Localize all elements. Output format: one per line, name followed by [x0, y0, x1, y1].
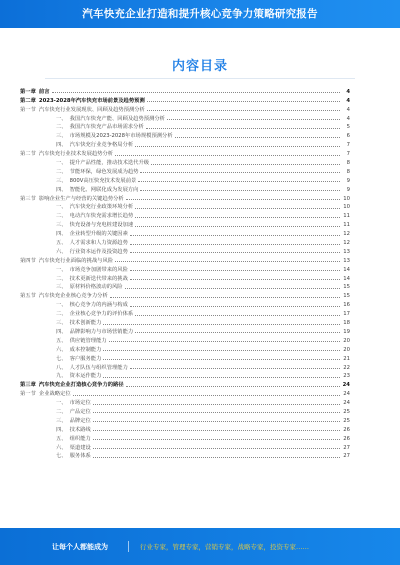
toc-entry-label: 企业核心竞争力的评价体系: [69, 311, 134, 318]
toc-entry-row[interactable]: [20, 397, 350, 406]
toc-entry-label: 企业转型升级的关键因素: [69, 231, 128, 238]
toc-dot-leader: [93, 412, 340, 413]
toc-dot-leader: [130, 279, 340, 280]
toc-entry-row[interactable]: [20, 290, 350, 299]
toc-entry-label: 汽车快充行业面临的挑战与风险: [38, 257, 114, 264]
report-title: 汽车快充企业打造和提升核心竞争力策略研究报告: [82, 8, 318, 20]
toc-dot-leader: [130, 244, 340, 245]
toc-entry-label: 核心竞争力的内涵与构成: [69, 302, 128, 309]
toc-entry-label: 企业战略定位: [38, 391, 71, 398]
toc-entry-number: 七、: [56, 453, 67, 460]
toc-dot-leader: [125, 288, 340, 289]
toc-dot-leader: [130, 306, 340, 307]
toc-entry-number: 第三章: [20, 382, 36, 389]
toc-page-number: 24: [343, 391, 350, 398]
toc-dot-leader: [52, 92, 340, 93]
toc-dot-leader: [115, 261, 340, 262]
toc-entry-number: 二、: [56, 168, 67, 175]
toc-entry-label: 汽车快充行业发展现状、回顾及趋势预测分析: [38, 106, 145, 113]
toc-page-number: 10: [343, 204, 350, 211]
toc-entry-row[interactable]: [20, 202, 350, 211]
toc-entry-row[interactable]: [20, 335, 350, 344]
toc-dot-leader: [151, 164, 340, 165]
toc-page-number: 9: [346, 186, 350, 193]
toc-page-number: 8: [346, 160, 350, 167]
report-header: [0, 0, 400, 28]
toc-entry-row[interactable]: [20, 193, 350, 202]
toc-entry-label: 提升产品性能，推动技术迭代升级: [69, 160, 150, 167]
toc-page-number: 27: [343, 444, 350, 451]
toc-dot-leader: [140, 172, 340, 173]
toc-entry-row[interactable]: [20, 264, 350, 273]
title-divider: [45, 78, 355, 79]
toc-page-number: 4: [346, 115, 350, 122]
toc-entry-number: 第二节: [20, 151, 36, 158]
toc-entry-number: 一、: [56, 302, 67, 309]
toc-page-number: 24: [343, 400, 350, 407]
toc-dot-leader: [147, 101, 340, 102]
table-of-contents: [20, 86, 350, 459]
toc-entry-label: 我国汽车快充产能、回顾及趋势预测分析: [69, 115, 165, 122]
toc-page-number: 12: [343, 231, 350, 238]
toc-entry-label: 人才需求和人力资源趋势: [69, 240, 128, 247]
toc-page-number: 17: [343, 311, 350, 318]
toc-entry-label: 产品定位: [69, 408, 91, 415]
toc-entry-number: 第二章: [20, 97, 36, 104]
toc-dot-leader: [135, 315, 340, 316]
toc-entry-row[interactable]: [20, 237, 350, 246]
toc-entry-number: 第一章: [20, 88, 36, 95]
toc-entry-label: 影响企业生产与经营的关键趋势分析: [38, 195, 124, 202]
toc-dot-leader: [140, 190, 340, 191]
toc-entry-number: 第三节: [20, 195, 36, 202]
toc-entry-label: 技术路线: [69, 426, 91, 433]
toc-entry-label: 汽车快充企业核心竞争力分析: [38, 293, 108, 300]
toc-page-number: 7: [346, 151, 350, 158]
toc-page-number: 12: [343, 240, 350, 247]
toc-dot-leader: [126, 199, 340, 200]
toc-entry-label: 技术更新迭代带来的挑战: [69, 275, 128, 282]
toc-entry-label: 市场规模及2023-2028年市场规模预测分析: [69, 133, 173, 140]
toc-entry-row[interactable]: [20, 344, 350, 353]
toc-entry-row[interactable]: [20, 388, 350, 397]
toc-dot-leader: [167, 119, 340, 120]
toc-entry-label: 汽车快充行业政策环境分析: [69, 204, 134, 211]
toc-entry-row[interactable]: [20, 353, 350, 362]
toc-dot-leader: [110, 297, 340, 298]
toc-entry-number: 五、: [56, 337, 67, 344]
toc-entry-number: 二、: [56, 124, 67, 131]
toc-entry-number: 八、: [56, 364, 67, 371]
toc-entry-row[interactable]: [20, 299, 350, 308]
toc-dot-leader: [146, 128, 340, 129]
toc-chapter-row[interactable]: [20, 379, 350, 388]
footer-slogan: 行业专家，管理专家，营销专家，战略专家，投资专家……: [140, 543, 309, 551]
toc-entry-row[interactable]: [20, 362, 350, 371]
toc-entry-label: 汽车快充行业技术发展趋势分析: [38, 151, 114, 158]
toc-dot-leader: [93, 430, 340, 431]
toc-entry-label: 品牌定位: [69, 417, 91, 424]
toc-entry-row[interactable]: [20, 104, 350, 113]
toc-entry-row[interactable]: [20, 175, 350, 184]
toc-dot-leader: [109, 341, 340, 342]
toc-entry-label: 节能环保，绿色发展成为趋势: [69, 168, 139, 175]
toc-dot-leader: [135, 332, 340, 333]
toc-dot-leader: [130, 252, 340, 253]
toc-entry-row[interactable]: [20, 433, 350, 442]
toc-entry-number: 六、: [56, 248, 67, 255]
toc-page-number: 18: [343, 320, 350, 327]
toc-page-number: 23: [343, 373, 350, 380]
toc-page-number: 16: [343, 302, 350, 309]
toc-entry-number: 二、: [56, 275, 67, 282]
toc-entry-number: 一、: [56, 204, 67, 211]
toc-entry-number: 五、: [56, 435, 67, 442]
toc-page-number: 15: [343, 284, 350, 291]
toc-page-number: 25: [343, 417, 350, 424]
toc-dot-leader: [93, 421, 340, 422]
toc-dot-leader: [103, 377, 340, 378]
toc-entry-number: 六、: [56, 444, 67, 451]
toc-page-number: 15: [343, 293, 350, 300]
toc-entry-label: 我国汽车快充产品市场需求分析: [69, 124, 144, 131]
toc-entry-row[interactable]: [20, 451, 350, 460]
toc-entry-row[interactable]: [20, 308, 350, 317]
toc-entry-label: 人才队伍与组织管理能力: [69, 364, 128, 371]
toc-dot-leader: [93, 448, 340, 449]
toc-page-number: 26: [343, 435, 350, 442]
toc-entry-label: 原材料价格波动的风险: [69, 284, 123, 291]
toc-page-number: 24: [342, 382, 350, 389]
toc-page-number: 26: [343, 426, 350, 433]
toc-entry-number: 六、: [56, 346, 67, 353]
toc-entry-label: 前言: [38, 88, 50, 95]
toc-entry-label: 品牌影响力与市场营销能力: [69, 328, 134, 335]
toc-dot-leader: [130, 368, 340, 369]
toc-entry-label: 行业资本运作及投资趋势: [69, 248, 128, 255]
toc-entry-number: 第一节: [20, 106, 36, 113]
toc-entry-row[interactable]: [20, 273, 350, 282]
toc-entry-label: 服务体系: [69, 453, 91, 460]
toc-dot-leader: [130, 235, 340, 236]
toc-entry-number: 三、: [56, 222, 67, 229]
toc-entry-label: 800V高压快充技术发展前景: [69, 177, 137, 184]
toc-entry-number: 一、: [56, 160, 67, 167]
toc-chapter-row[interactable]: [20, 95, 350, 104]
toc-dot-leader: [147, 110, 340, 111]
toc-entry-row[interactable]: [20, 148, 350, 157]
toc-page-number: 9: [346, 177, 350, 184]
toc-entry-row[interactable]: [20, 326, 350, 335]
toc-entry-label: 客户服务能力: [69, 355, 102, 362]
toc-entry-row[interactable]: [20, 139, 350, 148]
toc-dot-leader: [103, 324, 340, 325]
toc-page-number: 27: [343, 453, 350, 460]
toc-entry-label: 电动汽车快充需求增长趋势: [69, 213, 134, 220]
toc-page-number: 4: [346, 88, 350, 95]
toc-dot-leader: [93, 404, 340, 405]
toc-entry-label: 成本控制能力: [69, 346, 102, 353]
toc-dot-leader: [103, 359, 340, 360]
toc-entry-row[interactable]: [20, 184, 350, 193]
toc-page-number: 6: [346, 133, 350, 140]
toc-page-number: 13: [343, 248, 350, 255]
toc-entry-row[interactable]: [20, 255, 350, 264]
toc-entry-number: 九、: [56, 373, 67, 380]
toc-entry-label: 技术创新能力: [69, 320, 102, 327]
toc-entry-number: 第五节: [20, 293, 36, 300]
toc-entry-row[interactable]: [20, 371, 350, 380]
toc-page-number: 11: [343, 213, 350, 220]
toc-dot-leader: [126, 386, 340, 387]
toc-page-number: 21: [343, 355, 350, 362]
toc-entry-number: 第四节: [20, 257, 36, 264]
toc-entry-row[interactable]: [20, 130, 350, 139]
toc-page-number: 19: [343, 328, 350, 335]
toc-dot-leader: [103, 350, 340, 351]
toc-entry-label: 智能化、网联化成为发展方向: [69, 186, 139, 193]
toc-entry-number: 一、: [56, 400, 67, 407]
toc-entry-number: 三、: [56, 284, 67, 291]
footer-banner: [0, 528, 400, 565]
toc-entry-number: 三、: [56, 133, 67, 140]
toc-page-number: 20: [343, 346, 350, 353]
footer-divider: [128, 541, 129, 552]
footer-brand: 让每个人都能成为: [52, 543, 108, 551]
toc-dot-leader: [175, 137, 340, 138]
toc-entry-number: 二、: [56, 213, 67, 220]
toc-entry-number: 二、: [56, 408, 67, 415]
toc-entry-row[interactable]: [20, 219, 350, 228]
toc-entry-row[interactable]: [20, 317, 350, 326]
toc-page-number: 14: [343, 266, 350, 273]
toc-page-number: 4: [346, 97, 350, 104]
toc-entry-row[interactable]: [20, 157, 350, 166]
toc-entry-row[interactable]: [20, 122, 350, 131]
toc-entry-number: 四、: [56, 426, 67, 433]
toc-entry-number: 四、: [56, 231, 67, 238]
toc-entry-number: 五、: [56, 240, 67, 247]
toc-dot-leader: [135, 146, 340, 147]
toc-entry-number: 一、: [56, 115, 67, 122]
toc-entry-row[interactable]: [20, 113, 350, 122]
toc-entry-label: 快充设备与充电桩建设加速: [69, 222, 134, 229]
toc-page-number: 4: [346, 106, 350, 113]
toc-entry-label: 资本运作能力: [69, 373, 102, 380]
toc-entry-row[interactable]: [20, 282, 350, 291]
toc-entry-row[interactable]: [20, 415, 350, 424]
toc-entry-number: 四、: [56, 142, 67, 149]
toc-dot-leader: [135, 217, 340, 218]
toc-page-number: 22: [343, 364, 350, 371]
toc-dot-leader: [135, 208, 340, 209]
toc-page-number: 7: [346, 142, 350, 149]
toc-entry-label: 组织能力: [69, 435, 91, 442]
toc-entry-row[interactable]: [20, 442, 350, 451]
toc-entry-number: 四、: [56, 328, 67, 335]
toc-entry-label: 汽车快充行业竞争格局分析: [69, 142, 134, 149]
toc-entry-label: 市场竞争加剧带来的风险: [69, 266, 128, 273]
toc-entry-number: 四、: [56, 186, 67, 193]
toc-entry-number: 三、: [56, 320, 67, 327]
toc-title: 内容目录: [171, 59, 228, 74]
toc-entry-number: 三、: [56, 417, 67, 424]
toc-entry-number: 第一节: [20, 391, 36, 398]
toc-entry-number: 一、: [56, 266, 67, 273]
toc-entry-number: 三、: [56, 177, 67, 184]
toc-entry-number: 七、: [56, 355, 67, 362]
toc-entry-label: 渠道建设: [69, 444, 91, 451]
toc-dot-leader: [138, 181, 340, 182]
toc-page-number: 8: [346, 168, 350, 175]
toc-entry-label: 汽车快充企业打造核心竞争力的路径: [38, 382, 124, 389]
toc-dot-leader: [130, 270, 340, 271]
toc-page-number: 5: [346, 124, 350, 131]
toc-page-number: 13: [343, 257, 350, 264]
toc-chapter-row[interactable]: [20, 86, 350, 95]
toc-dot-leader: [115, 155, 340, 156]
toc-entry-row[interactable]: [20, 228, 350, 237]
toc-entry-label: 市场定位: [69, 400, 91, 407]
toc-entry-row[interactable]: [20, 246, 350, 255]
toc-entry-number: 二、: [56, 311, 67, 318]
toc-page-number: 14: [343, 275, 350, 282]
toc-dot-leader: [93, 457, 340, 458]
toc-page-number: 11: [343, 222, 350, 229]
toc-entry-row[interactable]: [20, 424, 350, 433]
toc-entry-row[interactable]: [20, 210, 350, 219]
toc-entry-row[interactable]: [20, 406, 350, 415]
toc-dot-leader: [135, 226, 340, 227]
toc-entry-label: 供应链管理能力: [69, 337, 107, 344]
toc-dot-leader: [93, 439, 340, 440]
toc-entry-row[interactable]: [20, 166, 350, 175]
toc-page-number: 10: [343, 195, 350, 202]
toc-page-number: 25: [343, 408, 350, 415]
toc-entry-label: 2023-2028年汽车快充市场前景及趋势预测: [38, 97, 145, 104]
toc-dot-leader: [73, 395, 340, 396]
toc-page-number: 20: [343, 337, 350, 344]
